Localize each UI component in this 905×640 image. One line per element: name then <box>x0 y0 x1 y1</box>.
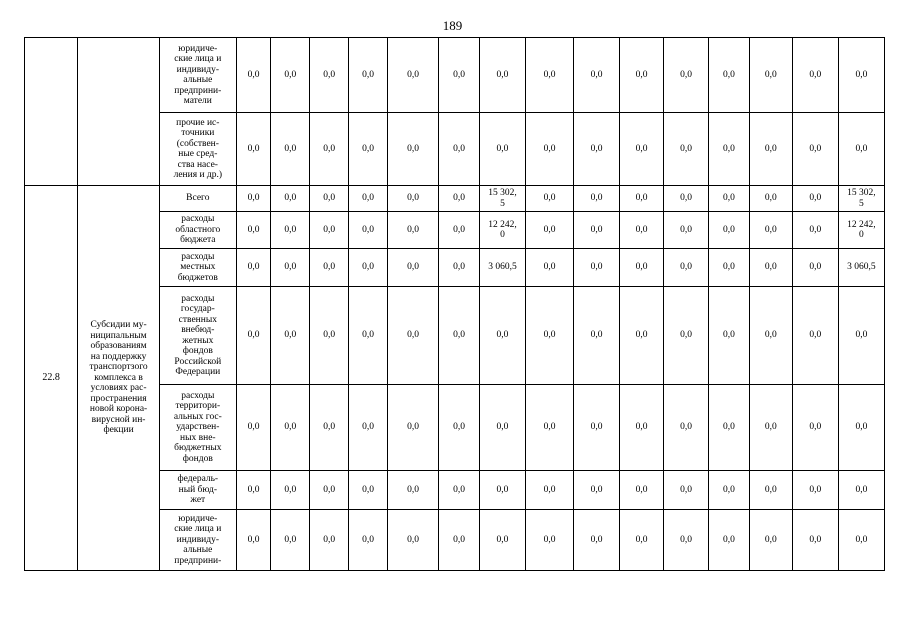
value-cell: 0,0 <box>349 113 388 186</box>
value-cell: 0,0 <box>236 38 271 113</box>
value-cell: 0,0 <box>838 38 884 113</box>
value-cell: 0,0 <box>749 212 792 249</box>
value-cell: 0,0 <box>664 249 709 287</box>
page-number: 189 <box>442 18 463 33</box>
value-cell: 0,0 <box>439 287 480 385</box>
section-name: Субсидии му- ниципальным образованиям на поддержку транспортзого комплекса в условиях рас- пространения новой корона- вирусной ин- фекции <box>78 186 160 571</box>
value-cell: 0,0 <box>709 510 750 571</box>
value-cell: 0,0 <box>271 38 310 113</box>
value-cell: 0,0 <box>310 249 349 287</box>
value-cell: 0,0 <box>838 113 884 186</box>
value-cell: 0,0 <box>792 186 838 212</box>
value-cell: 0,0 <box>664 471 709 510</box>
value-cell: 0,0 <box>574 38 620 113</box>
value-cell: 0,0 <box>310 38 349 113</box>
value-cell: 0,0 <box>439 249 480 287</box>
table-row <box>25 38 885 113</box>
value-cell: 0,0 <box>271 186 310 212</box>
value-cell: 0,0 <box>236 186 271 212</box>
value-cell: 0,0 <box>838 471 884 510</box>
funding-source-label: расходы областного бюджета <box>159 212 236 249</box>
value-cell: 0,0 <box>749 38 792 113</box>
value-cell: 0,0 <box>525 113 573 186</box>
value-cell: 0,0 <box>349 38 388 113</box>
value-cell: 12 242, 0 <box>838 212 884 249</box>
value-cell: 0,0 <box>271 510 310 571</box>
continued-name-cell <box>78 38 160 186</box>
table-row <box>25 186 885 212</box>
value-cell: 0,0 <box>574 186 620 212</box>
value-cell: 0,0 <box>310 113 349 186</box>
value-cell: 0,0 <box>664 113 709 186</box>
value-cell: 0,0 <box>792 471 838 510</box>
value-cell: 0,0 <box>664 186 709 212</box>
value-cell: 0,0 <box>271 287 310 385</box>
value-cell: 0,0 <box>349 287 388 385</box>
value-cell: 0,0 <box>479 385 525 471</box>
value-cell: 15 302, 5 <box>838 186 884 212</box>
value-cell: 0,0 <box>439 113 480 186</box>
value-cell: 0,0 <box>310 186 349 212</box>
value-cell: 0,0 <box>525 510 573 571</box>
value-cell: 0,0 <box>479 113 525 186</box>
value-cell: 0,0 <box>525 471 573 510</box>
value-cell: 0,0 <box>709 186 750 212</box>
value-cell: 0,0 <box>349 186 388 212</box>
value-cell: 0,0 <box>574 385 620 471</box>
continued-id-cell <box>25 38 78 186</box>
value-cell: 0,0 <box>349 249 388 287</box>
value-cell: 0,0 <box>479 471 525 510</box>
value-cell: 0,0 <box>310 385 349 471</box>
value-cell: 0,0 <box>236 249 271 287</box>
value-cell: 0,0 <box>709 38 750 113</box>
value-cell: 3 060,5 <box>479 249 525 287</box>
value-cell: 0,0 <box>709 113 750 186</box>
value-cell: 0,0 <box>349 471 388 510</box>
value-cell: 0,0 <box>792 113 838 186</box>
funding-source-label: юридиче- ские лица и индивиду- альные предприни- матели <box>159 38 236 113</box>
value-cell: 0,0 <box>709 249 750 287</box>
value-cell: 0,0 <box>349 212 388 249</box>
value-cell: 0,0 <box>749 186 792 212</box>
value-cell: 0,0 <box>792 249 838 287</box>
value-cell: 0,0 <box>709 212 750 249</box>
value-cell: 0,0 <box>439 385 480 471</box>
value-cell: 0,0 <box>664 287 709 385</box>
value-cell: 0,0 <box>271 385 310 471</box>
funding-source-label: юридиче- ские лица и индивиду- альные предприни- <box>159 510 236 571</box>
value-cell: 0,0 <box>236 385 271 471</box>
value-cell: 0,0 <box>439 38 480 113</box>
value-cell: 0,0 <box>838 287 884 385</box>
value-cell: 0,0 <box>525 212 573 249</box>
value-cell: 0,0 <box>439 510 480 571</box>
value-cell: 0,0 <box>792 212 838 249</box>
value-cell: 0,0 <box>620 471 664 510</box>
value-cell: 0,0 <box>749 113 792 186</box>
value-cell: 0,0 <box>749 287 792 385</box>
value-cell: 0,0 <box>236 471 271 510</box>
value-cell: 0,0 <box>620 287 664 385</box>
value-cell: 0,0 <box>236 113 271 186</box>
value-cell: 0,0 <box>271 471 310 510</box>
value-cell: 0,0 <box>574 510 620 571</box>
value-cell: 0,0 <box>525 385 573 471</box>
value-cell: 0,0 <box>387 249 438 287</box>
value-cell: 0,0 <box>709 385 750 471</box>
value-cell: 0,0 <box>749 510 792 571</box>
value-cell: 0,0 <box>620 212 664 249</box>
value-cell: 0,0 <box>749 385 792 471</box>
value-cell: 0,0 <box>574 113 620 186</box>
value-cell: 0,0 <box>387 212 438 249</box>
value-cell: 0,0 <box>620 385 664 471</box>
value-cell: 0,0 <box>574 212 620 249</box>
value-cell: 0,0 <box>349 385 388 471</box>
value-cell: 0,0 <box>236 510 271 571</box>
value-cell: 0,0 <box>271 212 310 249</box>
value-cell: 0,0 <box>387 287 438 385</box>
value-cell: 0,0 <box>664 385 709 471</box>
value-cell: 0,0 <box>838 385 884 471</box>
value-cell: 12 242, 0 <box>479 212 525 249</box>
funding-source-label: Всего <box>159 186 236 212</box>
value-cell: 0,0 <box>574 471 620 510</box>
value-cell: 0,0 <box>620 510 664 571</box>
value-cell: 0,0 <box>387 385 438 471</box>
section-id: 22.8 <box>25 186 78 571</box>
value-cell: 0,0 <box>525 249 573 287</box>
value-cell: 0,0 <box>620 38 664 113</box>
value-cell: 0,0 <box>310 510 349 571</box>
value-cell: 0,0 <box>387 38 438 113</box>
value-cell: 0,0 <box>792 38 838 113</box>
value-cell: 0,0 <box>387 186 438 212</box>
value-cell: 0,0 <box>349 510 388 571</box>
value-cell: 0,0 <box>439 471 480 510</box>
funding-source-label: прочие ис- точники (собствен- ные сред- ства насе- ления и др.) <box>159 113 236 186</box>
value-cell: 0,0 <box>620 249 664 287</box>
value-cell: 0,0 <box>387 113 438 186</box>
value-cell: 0,0 <box>271 113 310 186</box>
value-cell: 0,0 <box>236 287 271 385</box>
value-cell: 0,0 <box>620 186 664 212</box>
value-cell: 0,0 <box>439 212 480 249</box>
value-cell: 0,0 <box>525 287 573 385</box>
value-cell: 0,0 <box>620 113 664 186</box>
value-cell: 0,0 <box>664 38 709 113</box>
value-cell: 0,0 <box>792 510 838 571</box>
value-cell: 0,0 <box>838 510 884 571</box>
value-cell: 0,0 <box>709 287 750 385</box>
value-cell: 0,0 <box>387 471 438 510</box>
value-cell: 0,0 <box>749 471 792 510</box>
value-cell: 0,0 <box>709 471 750 510</box>
budget-table <box>24 37 885 571</box>
funding-source-label: федераль- ный бюд- жет <box>159 471 236 510</box>
value-cell: 0,0 <box>749 249 792 287</box>
value-cell: 0,0 <box>387 510 438 571</box>
value-cell: 0,0 <box>271 249 310 287</box>
value-cell: 0,0 <box>236 212 271 249</box>
value-cell: 0,0 <box>310 471 349 510</box>
value-cell: 0,0 <box>792 287 838 385</box>
value-cell: 0,0 <box>792 385 838 471</box>
value-cell: 0,0 <box>664 212 709 249</box>
funding-source-label: расходы территори- альных гос- ударствен- ных вне- бюджетных фондов <box>159 385 236 471</box>
funding-source-label: расходы местных бюджетов <box>159 249 236 287</box>
value-cell: 15 302, 5 <box>479 186 525 212</box>
value-cell: 0,0 <box>574 287 620 385</box>
value-cell: 0,0 <box>310 287 349 385</box>
value-cell: 0,0 <box>479 287 525 385</box>
funding-source-label: расходы государ- ственных внебюд- жетных фондов Российской Федерации <box>159 287 236 385</box>
value-cell: 0,0 <box>525 38 573 113</box>
value-cell: 0,0 <box>310 212 349 249</box>
value-cell: 0,0 <box>525 186 573 212</box>
value-cell: 0,0 <box>664 510 709 571</box>
value-cell: 0,0 <box>574 249 620 287</box>
value-cell: 0,0 <box>439 186 480 212</box>
value-cell: 0,0 <box>479 510 525 571</box>
value-cell: 0,0 <box>479 38 525 113</box>
value-cell: 3 060,5 <box>838 249 884 287</box>
